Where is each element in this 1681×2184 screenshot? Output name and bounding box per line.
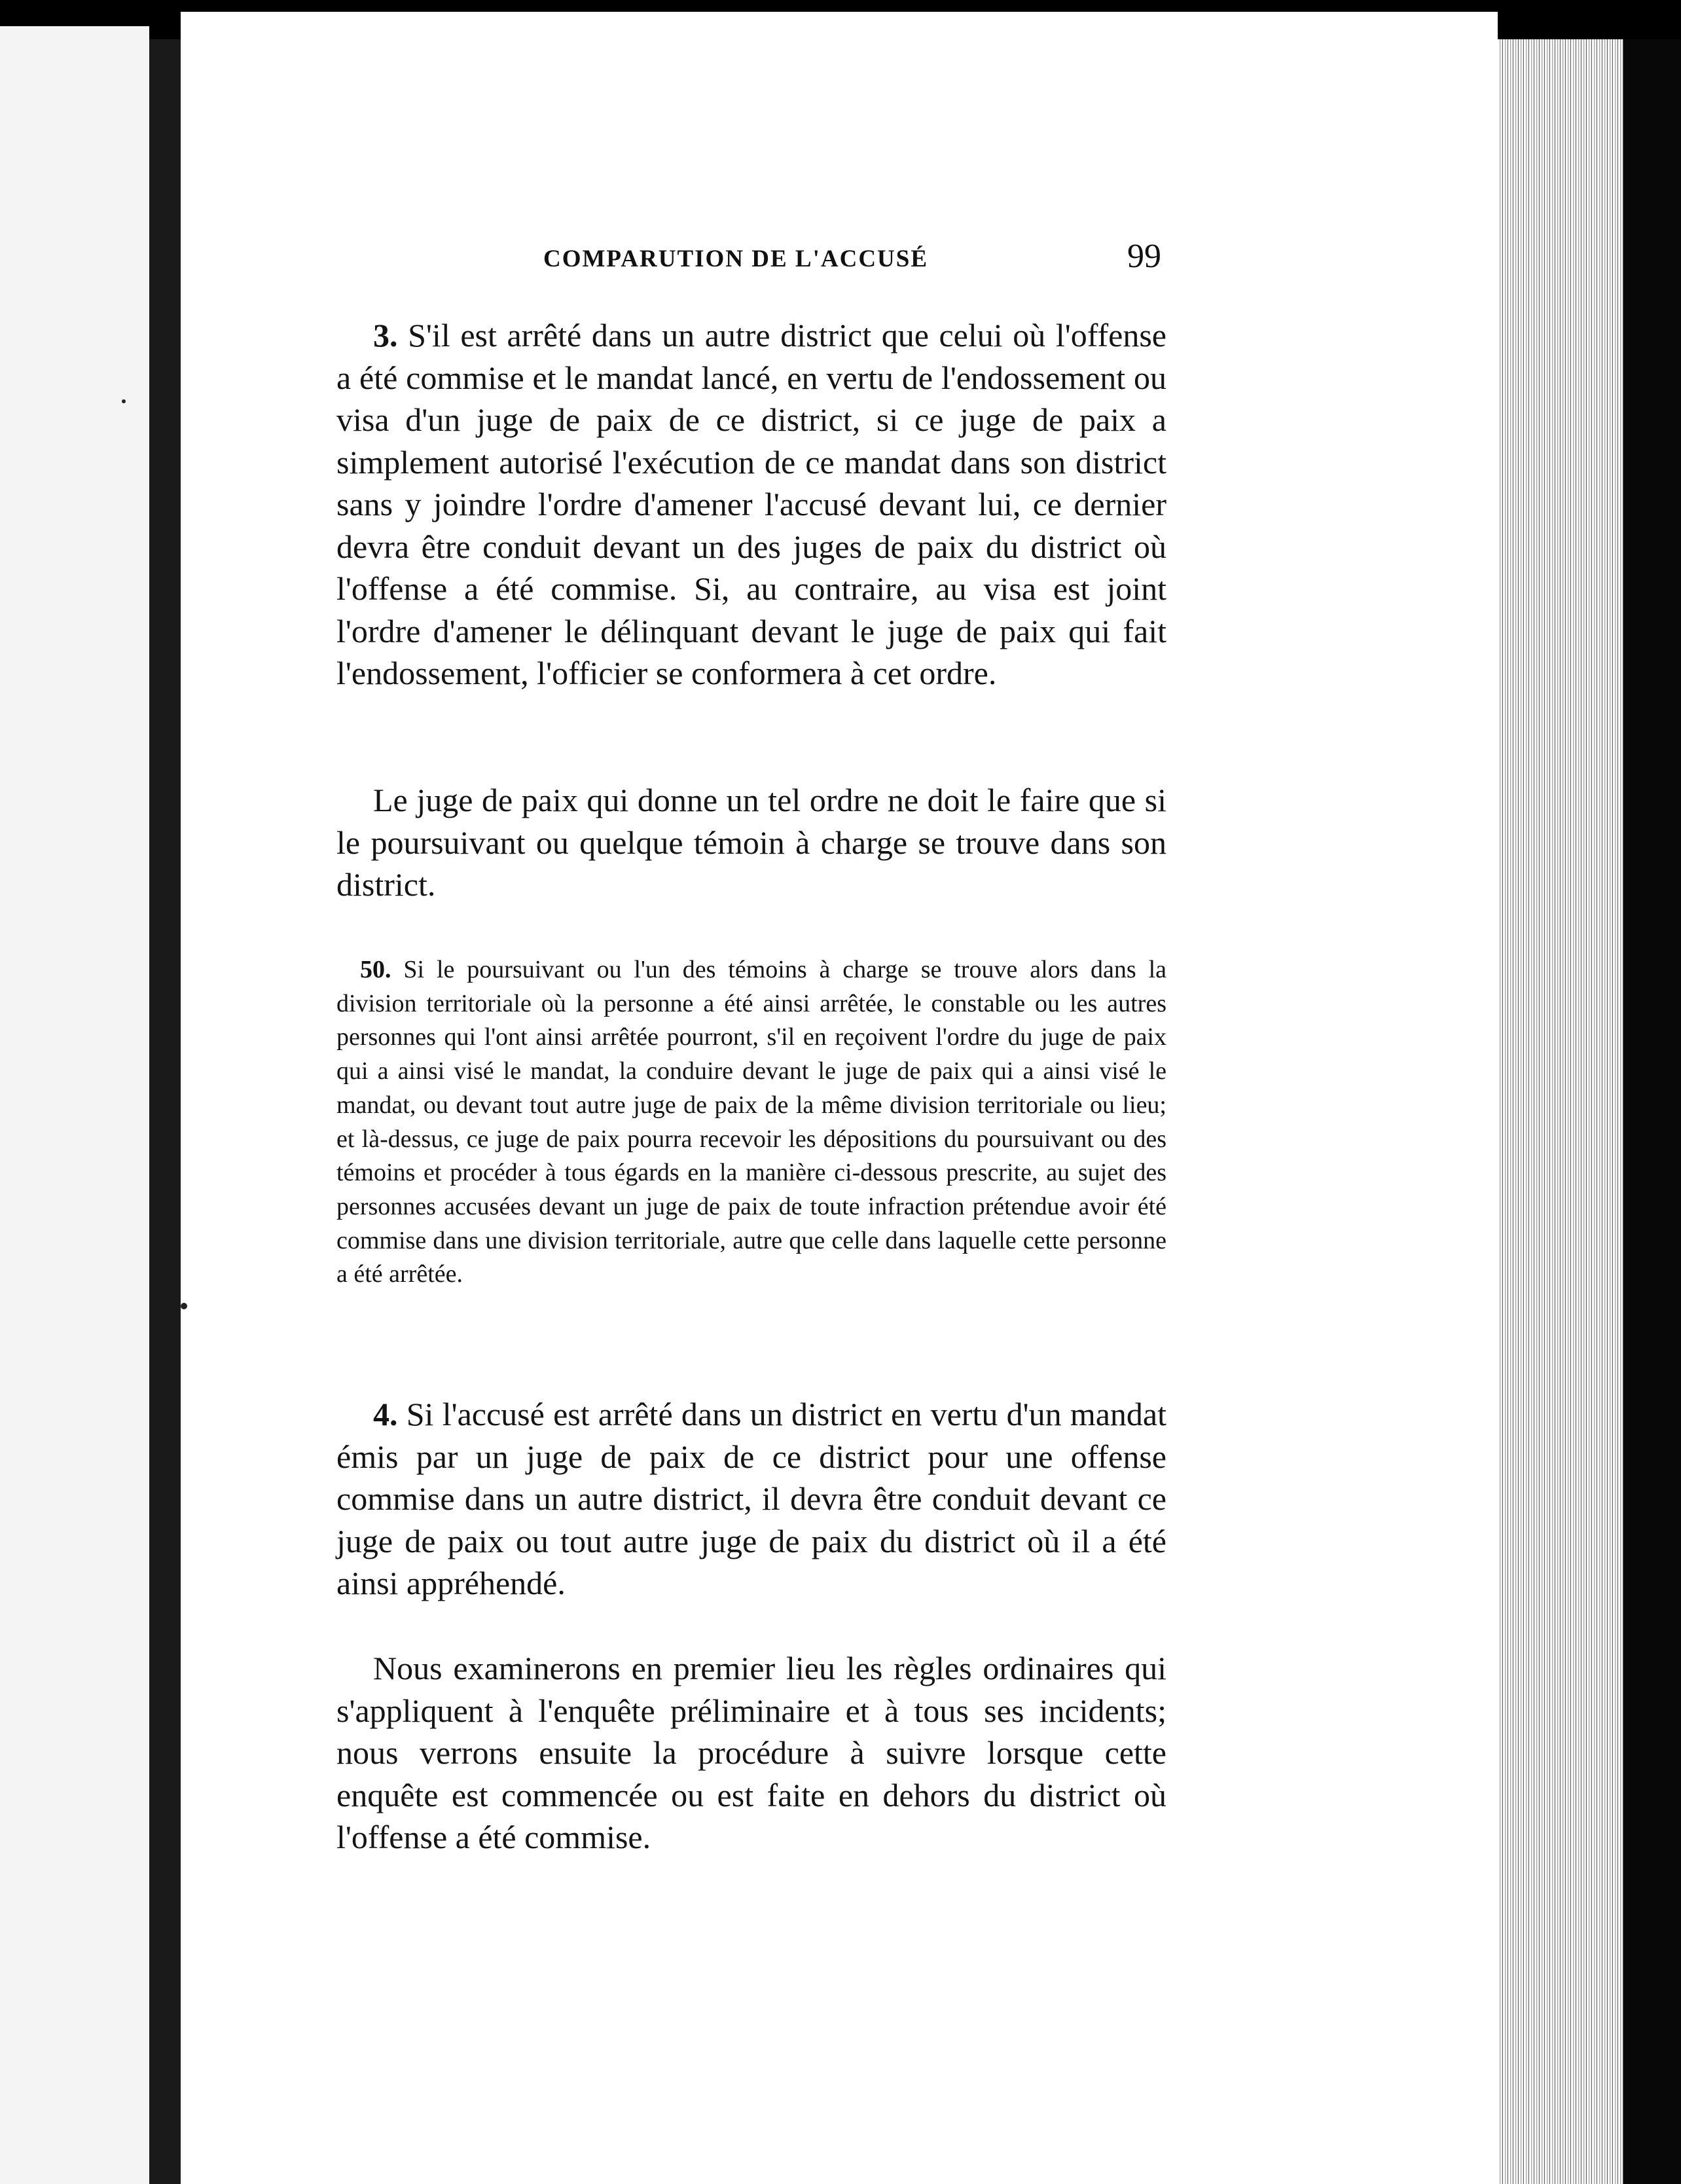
previous-page-edge bbox=[0, 26, 149, 2184]
paragraph-number: 4. bbox=[373, 1396, 398, 1432]
paragraph-number: 3. bbox=[373, 317, 398, 354]
paragraph-text: Nous examinerons en premier lieu les règles ordinaires qui s'appliquent à l'enquête préliminaire et à tous ses incidents; nous verrons ensuite la procédure à suivre lorsque cette enquête est commencée ou est faite en dehors du district où l'offense a été commise. bbox=[336, 1650, 1166, 1855]
paragraph-text: Si l'accusé est arrêté dans un district en vertu d'un mandat émis par un juge de paix de ce district pour une offense commise dans un autre district, il devra être conduit devant ce juge de paix ou tout autre juge de paix du district où il a été ainsi appréhendé. bbox=[336, 1396, 1166, 1601]
section-number: 50. bbox=[360, 956, 391, 983]
paragraph-4 bbox=[336, 1393, 1166, 1605]
page-edges bbox=[1498, 39, 1623, 2184]
statute-section-50 bbox=[336, 953, 1166, 1292]
book-cover-edge bbox=[1623, 39, 1681, 2184]
scan-speck bbox=[181, 1303, 187, 1309]
paragraph-text: Le juge de paix qui donne un tel ordre ne doit le faire que si le poursuivant ou quelque témoin à charge se trouve dans son district. bbox=[336, 782, 1166, 903]
section-text: Si le poursuivant ou l'un des témoins à charge se trouve alors dans la division territoriale où la personne a été ainsi arrêtée, le constable ou les autres personnes qui l'ont ainsi arrêtée pourront, s'il en reçoivent l'ordre du juge de paix qui a ainsi visé le mandat, la conduire devant le juge de paix qui a ainsi visé le mandat, ou devant tout autre juge de paix de la même division territoriale ou lieu; et là-dessus, ce juge de paix pourra recevoir les dépositions du poursuivant ou des témoins et procéder à tous égards en la manière ci-dessous prescrite, au sujet des personnes accusées devant un juge de paix de toute infraction prétendue avoir été commise dans une division territoriale, autre que celle dans laquelle cette personne a été arrêtée. bbox=[336, 956, 1166, 1288]
paragraph-text: S'il est arrêté dans un autre district que celui où l'offense a été commise et le mandat lancé, en vertu de l'endossement ou visa d'un juge de paix de ce district, si ce juge de paix a simplement autorisé l'exécution de ce mandat dans son district sans y joindre l'ordre d'amener l'accusé devant lui, ce dernier devra être conduit devant un des juges de paix du district où l'offense a été commise. Si, au contraire, au visa est joint l'ordre d'amener le délinquant devant le juge de paix qui fait l'endossement, l'officier se conformera à cet ordre. bbox=[336, 317, 1167, 691]
paragraph-conclusion bbox=[336, 1647, 1166, 1859]
running-head: COMPARUTION DE L'ACCUSÉ bbox=[543, 246, 929, 272]
paragraph-3 bbox=[336, 314, 1166, 695]
scan-speck bbox=[122, 399, 126, 403]
paragraph-judge-order bbox=[336, 779, 1166, 906]
page-number: 99 bbox=[1127, 238, 1161, 275]
book-binding bbox=[149, 39, 181, 2184]
